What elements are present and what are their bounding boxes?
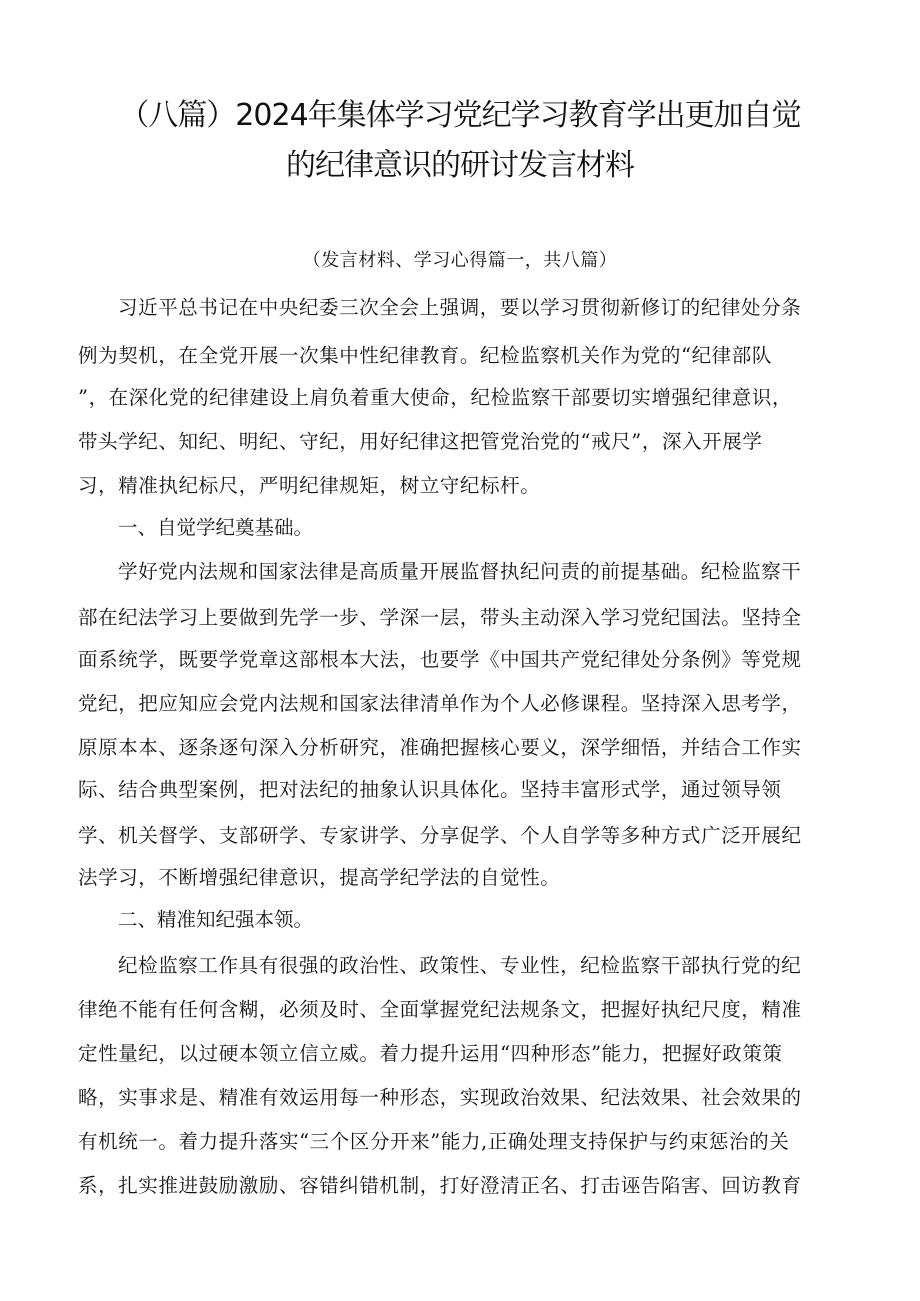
- section-1-line: 党纪，把应知应会党内法规和国家法律清单作为个人必修课程。坚持深入思考学，: [78, 692, 802, 715]
- section-1-line: 际、结合典型案例，把对法纪的抽象认识具体化。坚持丰富形式学，通过领导领: [78, 778, 782, 801]
- section-2-line: 有机统一。着力提升落实“三个区分开来”能力,正确处理支持保护与约束惩治的关: [78, 1130, 790, 1153]
- intro-line: 习近平总书记在中央纪委三次全会上强调，要以学习贯彻新修订的纪律处分条: [118, 296, 802, 319]
- intro-line: ”，在深化党的纪律建设上肩负着重大使命，纪检监察干部要切实增强纪律意识，: [78, 386, 793, 409]
- section-2-line: 纪检监察工作具有很强的政治性、政策性、专业性，纪检监察干部执行党的纪: [118, 954, 802, 977]
- section-1-line: 学、机关督学、支部研学、专家讲学、分享促学、个人自学等多种方式广泛开展纪: [78, 824, 802, 847]
- section-1-line: 学好党内法规和国家法律是高质量开展监督执纪问责的前提基础。纪检监察干: [118, 560, 802, 583]
- document-title-line-2: 的纪律意识的研讨发言材料: [286, 148, 634, 183]
- intro-line: 例为契机，在全党开展一次集中性纪律教育。纪检监察机关作为党的“纪律部队: [78, 344, 772, 367]
- section-2-heading: 二、精准知纪强本领。: [118, 908, 314, 931]
- intro-line: 习，精准执纪标尺，严明纪律规矩，树立守纪标杆。: [78, 474, 541, 497]
- section-2-line: 系，扎实推进鼓励激励、容错纠错机制，打好澄清正名、打击诬告陷害、回访教育: [78, 1174, 802, 1197]
- document-title-line-1: （八篇）2024年集体学习党纪学习教育学出更加自觉: [119, 98, 801, 133]
- section-2-line: 定性量纪，以过硬本领立信立威。着力提升运用“四种形态”能力，把握好政策策: [78, 1042, 783, 1065]
- section-1-line: 面系统学，既要学党章这部根本大法，也要学《中国共产党纪律处分条例》等党规: [78, 648, 802, 671]
- intro-line: 带头学纪、知纪、明纪、守纪，用好纪律这把管党治党的“戒尺”，深入开展学: [78, 430, 763, 453]
- document-subtitle: （发言材料、学习心得篇一，共八篇）: [302, 250, 618, 271]
- section-2-line: 律绝不能有任何含糊，必须及时、全面掌握党纪法规条文，把握好执纪尺度，精准: [78, 998, 802, 1021]
- section-2-line: 略，实事求是、精准有效运用每一种形态，实现政治效果、纪法效果、社会效果的: [78, 1086, 802, 1109]
- section-1-line: 部在纪法学习上要做到先学一步、学深一层，带头主动深入学习党纪国法。坚持全: [78, 606, 802, 629]
- section-1-line: 法学习，不断增强纪律意识，提高学纪学法的自觉性。: [78, 866, 561, 889]
- section-1-line: 原原本本、逐条逐句深入分析研究，准确把握核心要义，深学细悟，并结合工作实: [78, 736, 802, 759]
- section-1-heading: 一、自觉学纪奠基础。: [118, 516, 314, 539]
